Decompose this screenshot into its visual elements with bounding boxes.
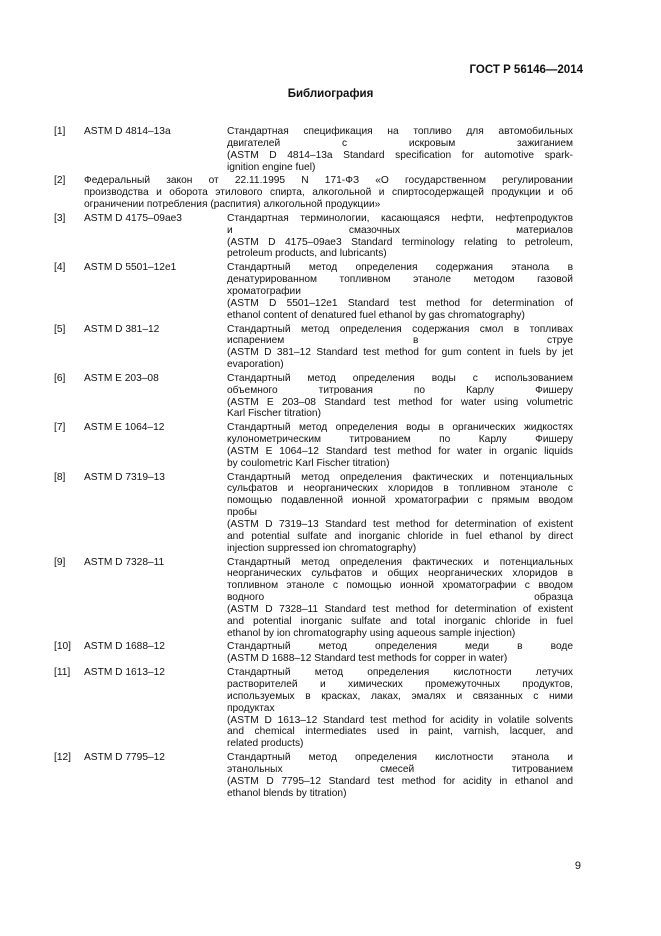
bibliography-list bbox=[54, 126, 573, 799]
entry-line: растворителей и химических промежуточных продуктов, bbox=[227, 678, 573, 690]
entry-line: (ASTM E 1064–12 Standard test method for water in organic liquids bbox=[227, 445, 573, 457]
standard-designation: ГОСТ Р 56146—2014 bbox=[469, 64, 583, 76]
entry-description bbox=[227, 262, 573, 321]
entry-line: (ASTM D 381–12 Standard test method for gum content in fuels by jet bbox=[227, 347, 573, 359]
entry-number: [1] bbox=[54, 126, 66, 137]
entry-line: Стандартная терминологии, касающаяся нефти, нефтепродуктов bbox=[227, 212, 573, 224]
entry-line: производства и оборота этилового спирта, алкогольной и спиртосодержащей продукции и об bbox=[84, 187, 573, 199]
entry-code: ASTM D 7795–12 bbox=[84, 752, 165, 764]
entry-line: ethanol by ion chromatography using aqueous sample injection) bbox=[227, 627, 516, 639]
bibliography-entry bbox=[54, 667, 573, 750]
entry-line: (ASTM D 7795–12 Standard test method for acidity in ethanol and bbox=[227, 775, 573, 787]
bibliography-entry bbox=[54, 324, 573, 371]
entry-line: и смазочных материалов bbox=[227, 224, 573, 236]
entry-description bbox=[227, 213, 573, 260]
bibliography-entry bbox=[54, 752, 573, 799]
entry-line: ethanol content of denatured fuel ethanol by gas chromatography) bbox=[227, 309, 525, 321]
entry-description bbox=[227, 324, 573, 371]
entry-number: [5] bbox=[54, 323, 66, 335]
entry-line: денатурированном топливном этаноле методом газовой bbox=[227, 274, 573, 286]
entry-number: [2] bbox=[54, 175, 66, 187]
entry-description bbox=[227, 373, 573, 420]
entry-line: хроматографии bbox=[227, 285, 301, 297]
entry-description bbox=[227, 557, 573, 640]
entry-line: используемых в красках, лаках, эмалях и связанных с ними bbox=[227, 690, 573, 702]
entry-description bbox=[227, 641, 573, 665]
entry-line: Стандартный метод определения содержания смол в топливах bbox=[227, 323, 573, 335]
entry-code: ASTM D 4175–09ae3 bbox=[84, 212, 182, 224]
entry-line: Стандартный метод определения фактических и потенциальных bbox=[227, 556, 573, 568]
entry-description bbox=[227, 752, 573, 799]
entry-line: Стандартный метод определения кислотности летучих bbox=[227, 667, 573, 679]
bibliography-entry bbox=[54, 472, 573, 555]
bibliography-entry bbox=[54, 262, 573, 321]
entry-line: Стандартный метод определения кислотности этанола и bbox=[227, 752, 573, 764]
entry-line: кулонометрическим титрованием по Карлу Фишеру bbox=[227, 434, 573, 446]
entry-line: помощью подавленной ионной хроматографии с прямым вводом bbox=[227, 495, 573, 507]
bibliography-entry bbox=[54, 213, 573, 260]
entry-line: injection suppressed ion chromatography) bbox=[227, 542, 417, 554]
entry-line: and potential sulfate and inorganic chloride in fuel ethanol by direct bbox=[227, 530, 573, 542]
entry-line: and chemical intermediates used in paint, varnish, lacquer, and bbox=[227, 726, 573, 738]
page-number: 9 bbox=[574, 860, 581, 872]
entry-number: [8] bbox=[54, 471, 66, 483]
entry-line: and potential inorganic sulfate and total inorganic chloride in fuel bbox=[227, 615, 573, 627]
entry-description bbox=[227, 422, 573, 469]
entry-line: Стандартный метод определения содержания этанола в bbox=[227, 262, 573, 274]
bibliography-entry bbox=[54, 175, 573, 211]
entry-description bbox=[227, 126, 573, 173]
bibliography-entry bbox=[54, 557, 573, 640]
entry-code: ASTM D 4814–13a bbox=[84, 126, 171, 137]
entry-line: этанольных смесей титрованием bbox=[227, 763, 573, 775]
entry-line: (ASTM E 203–08 Standard test method for water using volumetric bbox=[227, 396, 573, 408]
entry-number: [9] bbox=[54, 556, 66, 568]
entry-number: [6] bbox=[54, 372, 66, 384]
entry-line: evaporation) bbox=[227, 359, 284, 371]
entry-line: Стандартная спецификация на топливо для автомобильных bbox=[227, 126, 573, 137]
entry-line: двигателей с искровым зажиганием bbox=[227, 137, 573, 149]
entry-line: (ASTM D 4175–09ae3 Standard terminology relating to petroleum, bbox=[227, 236, 573, 248]
entry-line: Karl Fischer titration) bbox=[227, 408, 321, 420]
entry-line: ethanol blends by titration) bbox=[227, 787, 347, 799]
entry-line: Стандартный метод определения фактических и потенциальных bbox=[227, 471, 573, 483]
entry-line: ограничении потребления (распития) алкогольной продукции» bbox=[84, 199, 381, 211]
entry-line: водного образца bbox=[227, 592, 573, 604]
entry-number: [7] bbox=[54, 422, 66, 434]
bibliography-entry bbox=[54, 641, 573, 665]
entry-line: испарением в струе bbox=[227, 335, 573, 347]
entry-line: (ASTM D 1688–12 Standard test methods for copper in water) bbox=[227, 653, 508, 665]
entry-code: ASTM D 1688–12 bbox=[84, 641, 165, 653]
entry-line: (ASTM D 7328–11 Standard test method for determination of existent bbox=[227, 603, 573, 615]
entry-line: объемного титрования по Карлу Фишеру bbox=[227, 384, 573, 396]
entry-line: by coulometric Karl Fischer titration) bbox=[227, 457, 390, 469]
entry-line: (ASTM D 5501–12e1 Standard test method for determination of bbox=[227, 297, 573, 309]
entry-number: [10] bbox=[54, 641, 71, 653]
bibliography-entry bbox=[54, 373, 573, 420]
entry-description bbox=[227, 472, 573, 555]
entry-number: [12] bbox=[54, 752, 71, 764]
entry-line: (ASTM D 4814–13a Standard specification for automotive spark- bbox=[227, 149, 573, 161]
entry-code: ASTM E 203–08 bbox=[84, 372, 159, 384]
entry-line: (ASTM D 1613–12 Standard test method for acidity in volatile solvents bbox=[227, 714, 573, 726]
entry-code: ASTM D 5501–12e1 bbox=[84, 262, 177, 274]
entry-number: [3] bbox=[54, 212, 66, 224]
entry-code: ASTM D 381–12 bbox=[84, 323, 160, 335]
entry-description bbox=[84, 175, 573, 211]
entry-line: petroleum products, and lubricants) bbox=[227, 248, 387, 260]
entry-line: сульфатов и неорганических хлоридов в топливном этаноле с bbox=[227, 483, 573, 495]
bibliography-title: Библиография bbox=[287, 88, 374, 100]
entry-number: [4] bbox=[54, 262, 66, 274]
entry-description bbox=[227, 667, 573, 750]
entry-code: ASTM D 7328–11 bbox=[84, 556, 165, 568]
entry-line: related products) bbox=[227, 738, 304, 750]
entry-line: Стандартный метод определения воды в органических жидкостях bbox=[227, 422, 573, 434]
entry-line: Стандартный метод определения воды с использованием bbox=[227, 372, 573, 384]
bibliography-entry bbox=[54, 126, 573, 173]
entry-line: продуктах bbox=[227, 702, 275, 714]
bibliography-entry bbox=[54, 422, 573, 469]
entry-line: (ASTM D 7319–13 Standard test method for determination of existent bbox=[227, 519, 573, 530]
entry-code: ASTM E 1064–12 bbox=[84, 422, 165, 434]
entry-line: ignition engine fuel) bbox=[227, 161, 316, 173]
entry-line: Федеральный закон от 22.11.1995 N 171-ФЗ «О государственном регулировании bbox=[84, 175, 573, 187]
entry-line: топливном этаноле с помощью ионной хроматографии с вводом bbox=[227, 580, 573, 592]
entry-line: неорганических сульфатов и общих неорганических хлоридов в bbox=[227, 568, 573, 580]
entry-code: ASTM D 7319–13 bbox=[84, 471, 165, 483]
entry-code: ASTM D 1613–12 bbox=[84, 667, 165, 679]
entry-line: пробы bbox=[227, 507, 258, 519]
entry-number: [11] bbox=[54, 667, 71, 679]
entry-line: Стандартный метод определения меди в воде bbox=[227, 641, 573, 653]
